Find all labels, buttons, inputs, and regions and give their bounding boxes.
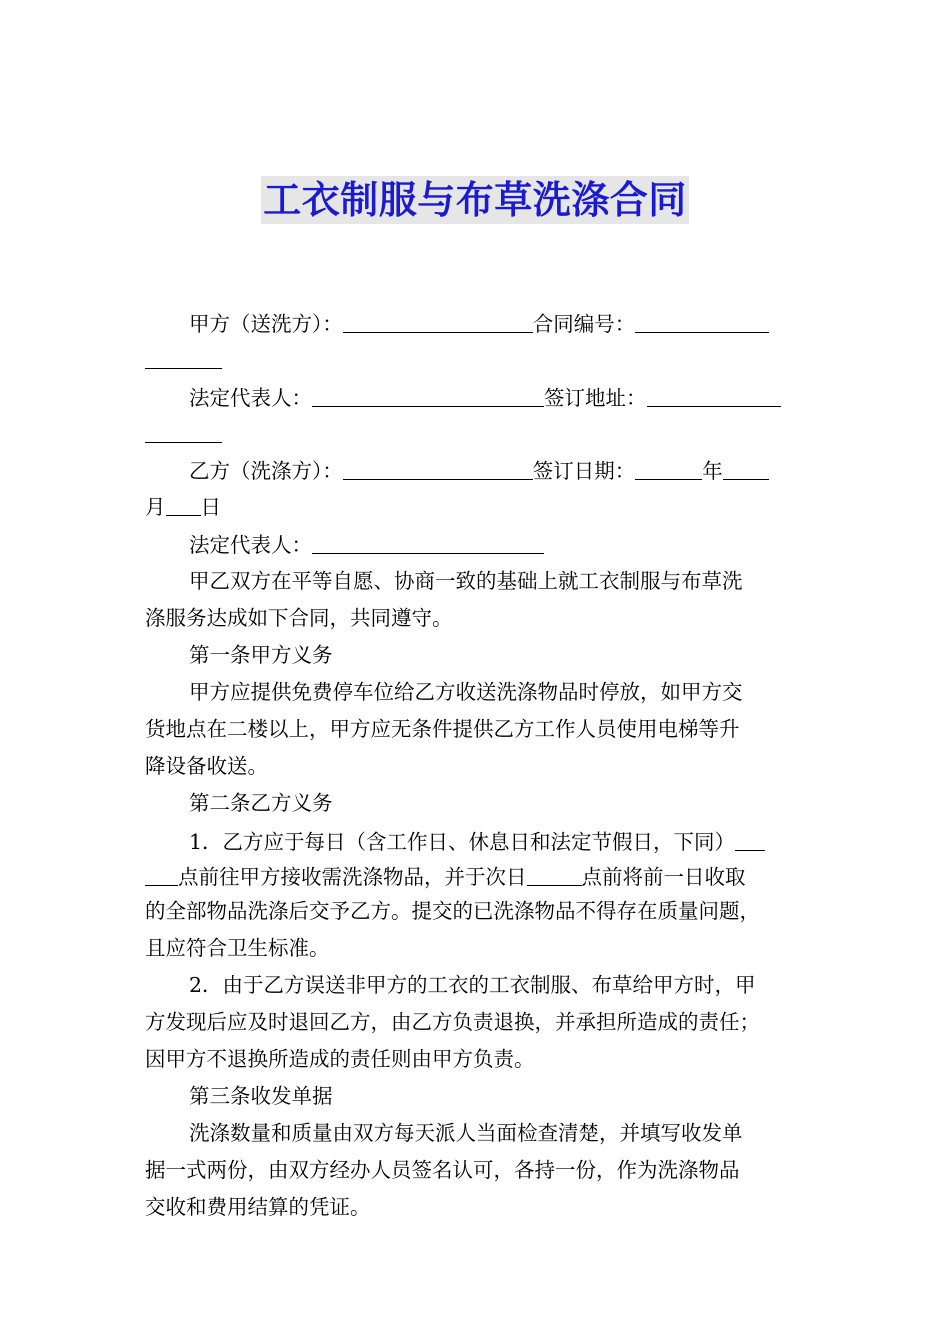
pickup-time-blank-b[interactable] [145, 857, 178, 886]
sign-day-blank[interactable] [166, 487, 201, 516]
article-2-p1-line-2b: 点前将前一日收取 [581, 865, 746, 889]
article-3-line-2: 据一式两份，由双方经办人员签名认可，各持一份，作为洗涤物品 [145, 1158, 740, 1182]
article-2-p1-line-2a: 点前往甲方接收需洗涤物品，并于次日 [178, 865, 527, 889]
legal-rep-b-line [189, 525, 810, 563]
article-2-p1-line-1-text: 1．乙方应于每日（含工作日、休息日和法定节假日，下同） [189, 830, 736, 854]
article-1-line-2: 货地点在二楼以上，甲方应无条件提供乙方工作人员使用电梯等升 [145, 717, 740, 741]
article-2-p1-line-1 [189, 822, 810, 860]
legal-rep-a-line [189, 378, 810, 416]
intro-line-2: 涤服务达成如下合同，共同遵守。 [145, 606, 453, 630]
article-1-title: 第一条甲方义务 [189, 643, 333, 667]
article-2-p2-line-2: 方发现后应及时退回乙方，由乙方负责退换，并承担所造成的责任； [145, 1010, 760, 1034]
sign-place-blank[interactable] [647, 378, 781, 407]
party-a-line [189, 304, 810, 342]
party-b-label: 乙方（洗涤方）： [189, 459, 343, 483]
day-label: 日 [200, 495, 221, 519]
month-label: 月 [145, 495, 166, 519]
article-2-p1-line-4: 且应符合卫生标准。 [145, 936, 330, 960]
sign-date-cont-line [145, 487, 810, 525]
contract-no-blank-cont[interactable] [145, 340, 222, 369]
sign-place-cont-line [145, 414, 810, 452]
sign-month-blank-a[interactable] [723, 451, 769, 480]
article-2-p2-line-3: 因甲方不退换所造成的责任则由甲方负责。 [145, 1047, 535, 1071]
year-label: 年 [702, 459, 723, 483]
party-b-line [189, 451, 810, 489]
legal-rep-a-blank[interactable] [312, 378, 544, 407]
article-3-line-3: 交收和费用结算的凭证。 [145, 1195, 371, 1219]
article-3-line-1: 洗涤数量和质量由双方每天派人当面检查清楚，并填写收发单 [189, 1121, 743, 1145]
contract-no-blank[interactable] [635, 304, 769, 333]
party-b-blank[interactable] [343, 451, 533, 480]
article-1-line-3: 降设备收送。 [145, 754, 268, 778]
article-3-title: 第三条收发单据 [189, 1084, 333, 1108]
party-a-blank[interactable] [343, 304, 533, 333]
contract-no-cont-line [145, 340, 810, 378]
article-2-p1-line-3: 的全部物品洗涤后交予乙方。提交的已洗涤物品不得存在质量问题， [145, 899, 760, 923]
document-title: 工衣制服与布草洗涤合同 [263, 178, 687, 222]
contract-no-label: 合同编号： [532, 312, 636, 336]
sign-place-blank-cont[interactable] [145, 414, 222, 443]
article-2-title: 第二条乙方义务 [189, 791, 333, 815]
sign-date-label: 签订日期： [532, 459, 636, 483]
legal-rep-b-label: 法定代表人： [189, 533, 312, 557]
sign-place-label: 签订地址： [544, 386, 647, 410]
intro-line-1: 甲乙双方在平等自愿、协商一致的基础上就工衣制服与布草洗 [189, 569, 743, 593]
legal-rep-b-blank[interactable] [312, 525, 544, 554]
title-wrap [0, 176, 950, 224]
article-2-p2-line-1: 2．由于乙方误送非甲方的工衣的工衣制服、布草给甲方时，甲 [189, 973, 756, 997]
article-2-p1-line-2 [145, 857, 810, 895]
sign-year-blank[interactable] [635, 451, 702, 480]
legal-rep-a-label: 法定代表人： [189, 386, 312, 410]
delivery-time-blank[interactable] [527, 857, 582, 886]
party-a-label: 甲方（送洗方）： [189, 312, 343, 336]
article-1-line-1: 甲方应提供免费停车位给乙方收送洗涤物品时停放，如甲方交 [189, 680, 743, 704]
pickup-time-blank-a[interactable] [735, 822, 765, 851]
